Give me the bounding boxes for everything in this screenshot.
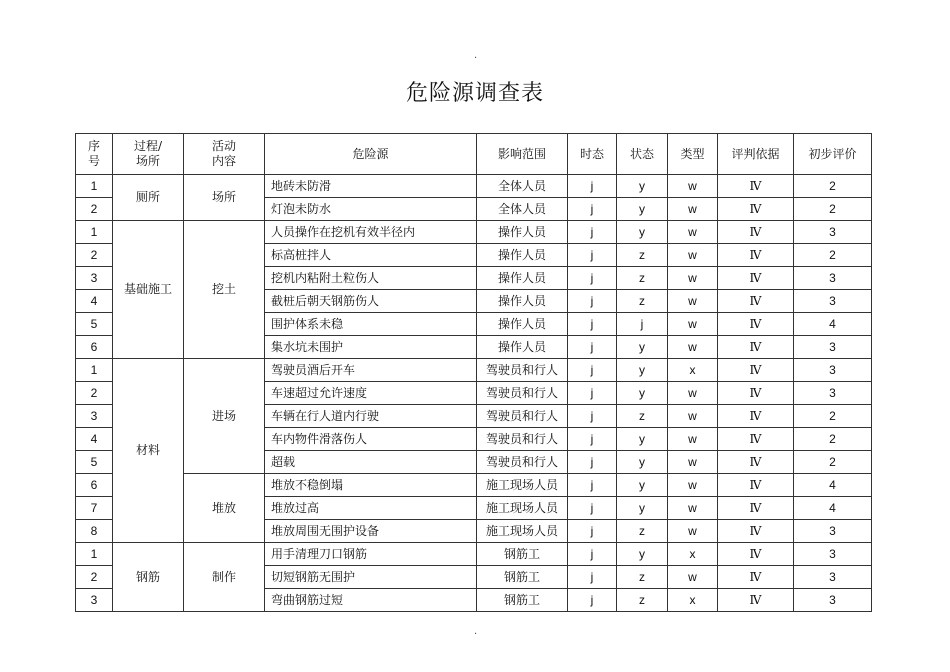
page-marker-top: ·	[474, 53, 478, 64]
cell-tense: j	[568, 313, 617, 336]
cell-eval: 3	[794, 359, 872, 382]
table-row	[76, 543, 872, 566]
hazard-survey-table	[75, 133, 872, 612]
header-place: 过程/ 场所	[113, 134, 184, 175]
cell-basis: Ⅳ	[718, 290, 794, 313]
cell-basis: Ⅳ	[718, 221, 794, 244]
cell-no: 1	[76, 543, 113, 566]
cell-no: 4	[76, 290, 113, 313]
cell-tense: j	[568, 474, 617, 497]
cell-eval: 2	[794, 405, 872, 428]
cell-eval: 2	[794, 428, 872, 451]
cell-no: 2	[76, 244, 113, 267]
cell-no: 5	[76, 451, 113, 474]
cell-type: w	[668, 313, 718, 336]
cell-basis: Ⅳ	[718, 198, 794, 221]
header-basis: 评判依据	[718, 134, 794, 175]
cell-tense: j	[568, 267, 617, 290]
cell-tense: j	[568, 336, 617, 359]
cell-no: 1	[76, 359, 113, 382]
cell-place: 厕所	[113, 175, 184, 221]
cell-tense: j	[568, 543, 617, 566]
cell-tense: j	[568, 221, 617, 244]
cell-scope: 钢筋工	[477, 589, 568, 612]
cell-basis: Ⅳ	[718, 175, 794, 198]
cell-place: 基础施工	[113, 221, 184, 359]
cell-tense: j	[568, 382, 617, 405]
cell-hazard: 堆放过高	[265, 497, 477, 520]
cell-state: y	[617, 474, 668, 497]
cell-basis: Ⅳ	[718, 382, 794, 405]
cell-hazard: 车内物件滑落伤人	[265, 428, 477, 451]
cell-type: w	[668, 520, 718, 543]
cell-type: w	[668, 244, 718, 267]
cell-scope: 驾驶员和行人	[477, 382, 568, 405]
cell-scope: 驾驶员和行人	[477, 359, 568, 382]
cell-type: x	[668, 359, 718, 382]
cell-type: w	[668, 267, 718, 290]
cell-scope: 全体人员	[477, 198, 568, 221]
cell-hazard: 人员操作在挖机有效半径内	[265, 221, 477, 244]
cell-hazard: 标高桩拌人	[265, 244, 477, 267]
cell-state: z	[617, 267, 668, 290]
cell-activity: 堆放	[184, 474, 265, 543]
cell-state: y	[617, 198, 668, 221]
cell-scope: 驾驶员和行人	[477, 428, 568, 451]
cell-type: w	[668, 405, 718, 428]
cell-no: 3	[76, 267, 113, 290]
cell-hazard: 用手清理刀口钢筋	[265, 543, 477, 566]
cell-eval: 3	[794, 290, 872, 313]
cell-scope: 操作人员	[477, 221, 568, 244]
cell-state: y	[617, 336, 668, 359]
cell-state: z	[617, 566, 668, 589]
cell-basis: Ⅳ	[718, 336, 794, 359]
cell-state: z	[617, 520, 668, 543]
cell-basis: Ⅳ	[718, 267, 794, 290]
cell-tense: j	[568, 244, 617, 267]
cell-state: y	[617, 221, 668, 244]
cell-activity: 场所	[184, 175, 265, 221]
cell-no: 4	[76, 428, 113, 451]
table-row	[76, 474, 872, 497]
cell-hazard: 挖机内粘附土粒伤人	[265, 267, 477, 290]
cell-hazard: 集水坑未围护	[265, 336, 477, 359]
cell-place: 钢筋	[113, 543, 184, 612]
cell-tense: j	[568, 290, 617, 313]
cell-type: w	[668, 474, 718, 497]
cell-type: w	[668, 382, 718, 405]
cell-type: w	[668, 175, 718, 198]
cell-state: y	[617, 382, 668, 405]
cell-hazard: 灯泡未防水	[265, 198, 477, 221]
cell-basis: Ⅳ	[718, 313, 794, 336]
table-row	[76, 359, 872, 382]
cell-state: z	[617, 405, 668, 428]
header-tense: 时态	[568, 134, 617, 175]
cell-basis: Ⅳ	[718, 589, 794, 612]
cell-basis: Ⅳ	[718, 497, 794, 520]
cell-hazard: 堆放不稳倒塌	[265, 474, 477, 497]
cell-no: 3	[76, 405, 113, 428]
cell-hazard: 切短钢筋无围护	[265, 566, 477, 589]
cell-type: w	[668, 290, 718, 313]
cell-type: w	[668, 497, 718, 520]
cell-scope: 操作人员	[477, 290, 568, 313]
cell-basis: Ⅳ	[718, 520, 794, 543]
cell-type: w	[668, 428, 718, 451]
cell-state: z	[617, 244, 668, 267]
cell-tense: j	[568, 428, 617, 451]
cell-tense: j	[568, 359, 617, 382]
cell-state: j	[617, 313, 668, 336]
cell-eval: 3	[794, 566, 872, 589]
cell-no: 6	[76, 336, 113, 359]
cell-scope: 操作人员	[477, 313, 568, 336]
cell-eval: 2	[794, 175, 872, 198]
cell-type: w	[668, 221, 718, 244]
cell-basis: Ⅳ	[718, 566, 794, 589]
cell-eval: 3	[794, 382, 872, 405]
cell-hazard: 驾驶员酒后开车	[265, 359, 477, 382]
cell-eval: 3	[794, 267, 872, 290]
cell-tense: j	[568, 175, 617, 198]
cell-basis: Ⅳ	[718, 451, 794, 474]
cell-eval: 2	[794, 244, 872, 267]
cell-hazard: 超载	[265, 451, 477, 474]
cell-eval: 4	[794, 497, 872, 520]
cell-scope: 全体人员	[477, 175, 568, 198]
cell-hazard: 截桩后朝天钢筋伤人	[265, 290, 477, 313]
cell-basis: Ⅳ	[718, 359, 794, 382]
cell-type: x	[668, 589, 718, 612]
header-no: 序 号	[76, 134, 113, 175]
header-eval: 初步评价	[794, 134, 872, 175]
cell-scope: 操作人员	[477, 267, 568, 290]
table-header-row	[76, 134, 872, 175]
table-row	[76, 221, 872, 244]
cell-scope: 施工现场人员	[477, 497, 568, 520]
header-activity: 活动 内容	[184, 134, 265, 175]
header-state: 状态	[617, 134, 668, 175]
cell-state: z	[617, 290, 668, 313]
cell-eval: 3	[794, 336, 872, 359]
cell-hazard: 车速超过允许速度	[265, 382, 477, 405]
cell-tense: j	[568, 589, 617, 612]
cell-state: y	[617, 543, 668, 566]
header-scope: 影响范围	[477, 134, 568, 175]
cell-eval: 4	[794, 313, 872, 336]
cell-eval: 3	[794, 589, 872, 612]
cell-scope: 施工现场人员	[477, 520, 568, 543]
cell-hazard: 车辆在行人道内行驶	[265, 405, 477, 428]
cell-basis: Ⅳ	[718, 474, 794, 497]
cell-no: 1	[76, 221, 113, 244]
cell-tense: j	[568, 566, 617, 589]
cell-state: y	[617, 428, 668, 451]
cell-state: y	[617, 175, 668, 198]
cell-basis: Ⅳ	[718, 428, 794, 451]
cell-eval: 4	[794, 474, 872, 497]
cell-eval: 3	[794, 221, 872, 244]
cell-state: y	[617, 451, 668, 474]
cell-scope: 操作人员	[477, 336, 568, 359]
cell-place: 材料	[113, 359, 184, 543]
cell-no: 3	[76, 589, 113, 612]
cell-type: w	[668, 336, 718, 359]
cell-state: z	[617, 589, 668, 612]
cell-tense: j	[568, 451, 617, 474]
cell-eval: 2	[794, 451, 872, 474]
cell-basis: Ⅳ	[718, 405, 794, 428]
header-type: 类型	[668, 134, 718, 175]
page-marker-bottom: ·	[474, 629, 478, 640]
cell-scope: 驾驶员和行人	[477, 405, 568, 428]
cell-type: w	[668, 198, 718, 221]
cell-type: x	[668, 543, 718, 566]
cell-state: y	[617, 497, 668, 520]
cell-hazard: 地砖未防滑	[265, 175, 477, 198]
cell-scope: 施工现场人员	[477, 474, 568, 497]
cell-no: 6	[76, 474, 113, 497]
header-hazard: 危险源	[265, 134, 477, 175]
cell-no: 7	[76, 497, 113, 520]
cell-no: 2	[76, 566, 113, 589]
cell-basis: Ⅳ	[718, 244, 794, 267]
cell-activity: 制作	[184, 543, 265, 612]
cell-no: 8	[76, 520, 113, 543]
cell-eval: 3	[794, 520, 872, 543]
cell-type: w	[668, 566, 718, 589]
cell-hazard: 堆放周围无围护设备	[265, 520, 477, 543]
cell-type: w	[668, 451, 718, 474]
cell-scope: 驾驶员和行人	[477, 451, 568, 474]
table-row	[76, 175, 872, 198]
cell-basis: Ⅳ	[718, 543, 794, 566]
cell-scope: 钢筋工	[477, 543, 568, 566]
cell-no: 1	[76, 175, 113, 198]
cell-tense: j	[568, 520, 617, 543]
cell-no: 2	[76, 382, 113, 405]
cell-state: y	[617, 359, 668, 382]
cell-tense: j	[568, 198, 617, 221]
cell-eval: 3	[794, 543, 872, 566]
cell-activity: 进场	[184, 359, 265, 474]
cell-no: 2	[76, 198, 113, 221]
cell-scope: 钢筋工	[477, 566, 568, 589]
cell-activity: 挖土	[184, 221, 265, 359]
cell-eval: 2	[794, 198, 872, 221]
cell-no: 5	[76, 313, 113, 336]
page-title: 危险源调查表	[405, 81, 544, 106]
cell-tense: j	[568, 497, 617, 520]
cell-scope: 操作人员	[477, 244, 568, 267]
cell-hazard: 围护体系未稳	[265, 313, 477, 336]
cell-hazard: 弯曲钢筋过短	[265, 589, 477, 612]
cell-tense: j	[568, 405, 617, 428]
